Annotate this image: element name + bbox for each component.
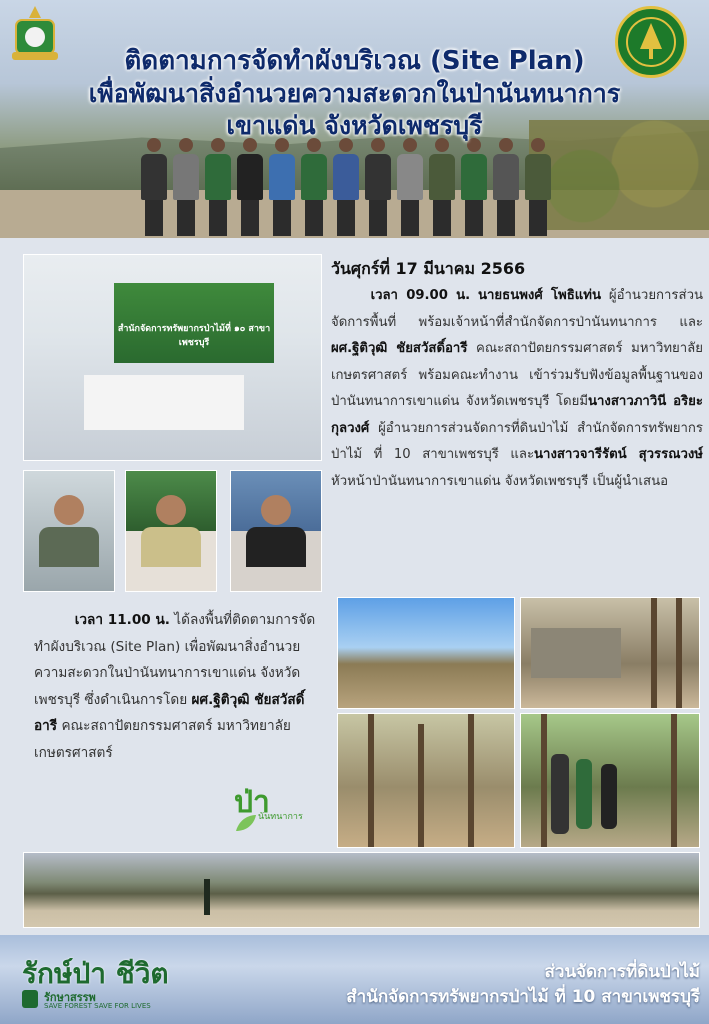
paragraph-text: คณะสถาปัตยกรรมศาสตร์ มหาวิทยาลัยเกษตรศาสตร์ <box>34 718 291 761</box>
person <box>428 138 456 238</box>
person <box>460 138 488 238</box>
person <box>300 138 328 238</box>
headline-line-3: เขาแด่น จังหวัดเพชรบุรี <box>226 111 483 140</box>
person <box>140 138 168 238</box>
headline-line-2: เพื่อพัฒนาสิ่งอำนวยความสะดวกในป่านันทนาการ <box>88 79 621 108</box>
group-photo-people <box>140 130 560 238</box>
person <box>492 138 520 238</box>
forest-mark-big: ป่า <box>234 785 270 820</box>
article-paragraph-2 <box>34 607 324 766</box>
person <box>364 138 392 238</box>
morning-time: เวลา 09.00 น. <box>370 288 471 303</box>
person <box>236 138 264 238</box>
brand-tagline: SAVE FOREST SAVE FOR LIVES <box>44 1002 151 1010</box>
paragraph-text: ผู้อำนวยการส่วนจัดการที่ดินป่าไม้ สำนักจัดการทรัพยากรป่าไม้ ที่ 10 สาขาเพชรบุรี และ <box>331 420 703 462</box>
site-photo-dry-forest <box>337 713 515 848</box>
person-name: นางสาวภาวินี อริยะกุลวงศ์ <box>331 394 703 436</box>
meeting-table <box>84 375 244 430</box>
projector-screen-text: สำนักจัดการทรัพยากรป่าไม้ที่ ๑๐ สาขาเพชรบุรี <box>117 324 271 348</box>
person <box>204 138 232 238</box>
person <box>524 138 552 238</box>
late-morning-time: เวลา 11.00 น. <box>74 612 170 628</box>
footer-org-line-1: ส่วนจัดการที่ดินป่าไม้ <box>544 962 700 982</box>
person-name: นายธนพงศ์ โพธิแท่น <box>478 288 601 303</box>
person-name: นางสาวจารีรัตน์ สุวรรณวงษ์ <box>534 447 703 462</box>
video-call-participant-3 <box>230 470 322 592</box>
site-photo-stone-structure <box>520 597 700 709</box>
panorama-photo-hilltop <box>23 852 700 928</box>
site-photo-hillside <box>337 597 515 709</box>
paragraph-text: ได้ลงพื้นที่ติดตามการจัดทำผังบริเวณ (Site Plan) เพื่อพัฒนาสิ่งอำนวยความสะดวกในป่านันทนาการเขาแด่น จังหวัดเพชรบุรี ซึ่งดำเนินการโดย <box>34 612 316 708</box>
leaf-icon <box>234 813 258 833</box>
lock-icon <box>22 990 38 1008</box>
person-name: ผศ.ฐิติวุฒิ ชัยสวัสดิ์อารี <box>331 341 468 356</box>
video-call-participant-2 <box>125 470 217 592</box>
brand-main-text: รักษ์ป่า ชีวิต <box>22 957 169 990</box>
person <box>396 138 424 238</box>
forest-mark-small: นันทนาการ <box>258 812 303 822</box>
article-paragraph-1 <box>331 283 703 495</box>
headline-line-1: ติดตามการจัดทำผังบริเวณ (Site Plan) <box>124 46 585 76</box>
video-call-participant-1 <box>23 470 115 592</box>
meeting-room-photo <box>23 254 322 461</box>
paragraph-text: หัวหน้าป่านันทนาการเขาแด่น จังหวัดเพชรบุรี เป็นผู้นำเสนอ <box>331 473 669 489</box>
paragraph-text: คณะสถาปัตยกรรมศาสตร์ มหาวิทยาลัยเกษตรศาสตร์ พร้อมคณะทำงาน เข้าร่วมรับฟังข้อมูลพื้นฐานของป่านันทนาการเขาแด่น จังหวัดเพชรบุรี โดยมี <box>331 341 703 409</box>
person <box>172 138 200 238</box>
person <box>332 138 360 238</box>
site-photo-team-inspection <box>520 713 700 848</box>
person <box>268 138 296 238</box>
footer-org-line-2: สำนักจัดการทรัพยากรป่าไม้ ที่ 10 สาขาเพชรบุรี <box>346 987 700 1007</box>
brand-sub-text: รักษาสรรพ <box>44 991 96 1004</box>
recreation-forest-mark <box>234 779 314 835</box>
person-name: ผศ.ฐิติวุฒิ ชัยสวัสดิ์อารี <box>34 691 305 734</box>
save-forest-logo <box>22 952 172 1014</box>
article-date: วันศุกร์ที่ 17 มีนาคม 2566 <box>331 259 526 278</box>
paragraph-text: ผู้อำนวยการส่วนจัดการพื้นที่ พร้อมเจ้าหน้าที่สำนักจัดการป่านันทนาการ และ <box>331 288 703 330</box>
